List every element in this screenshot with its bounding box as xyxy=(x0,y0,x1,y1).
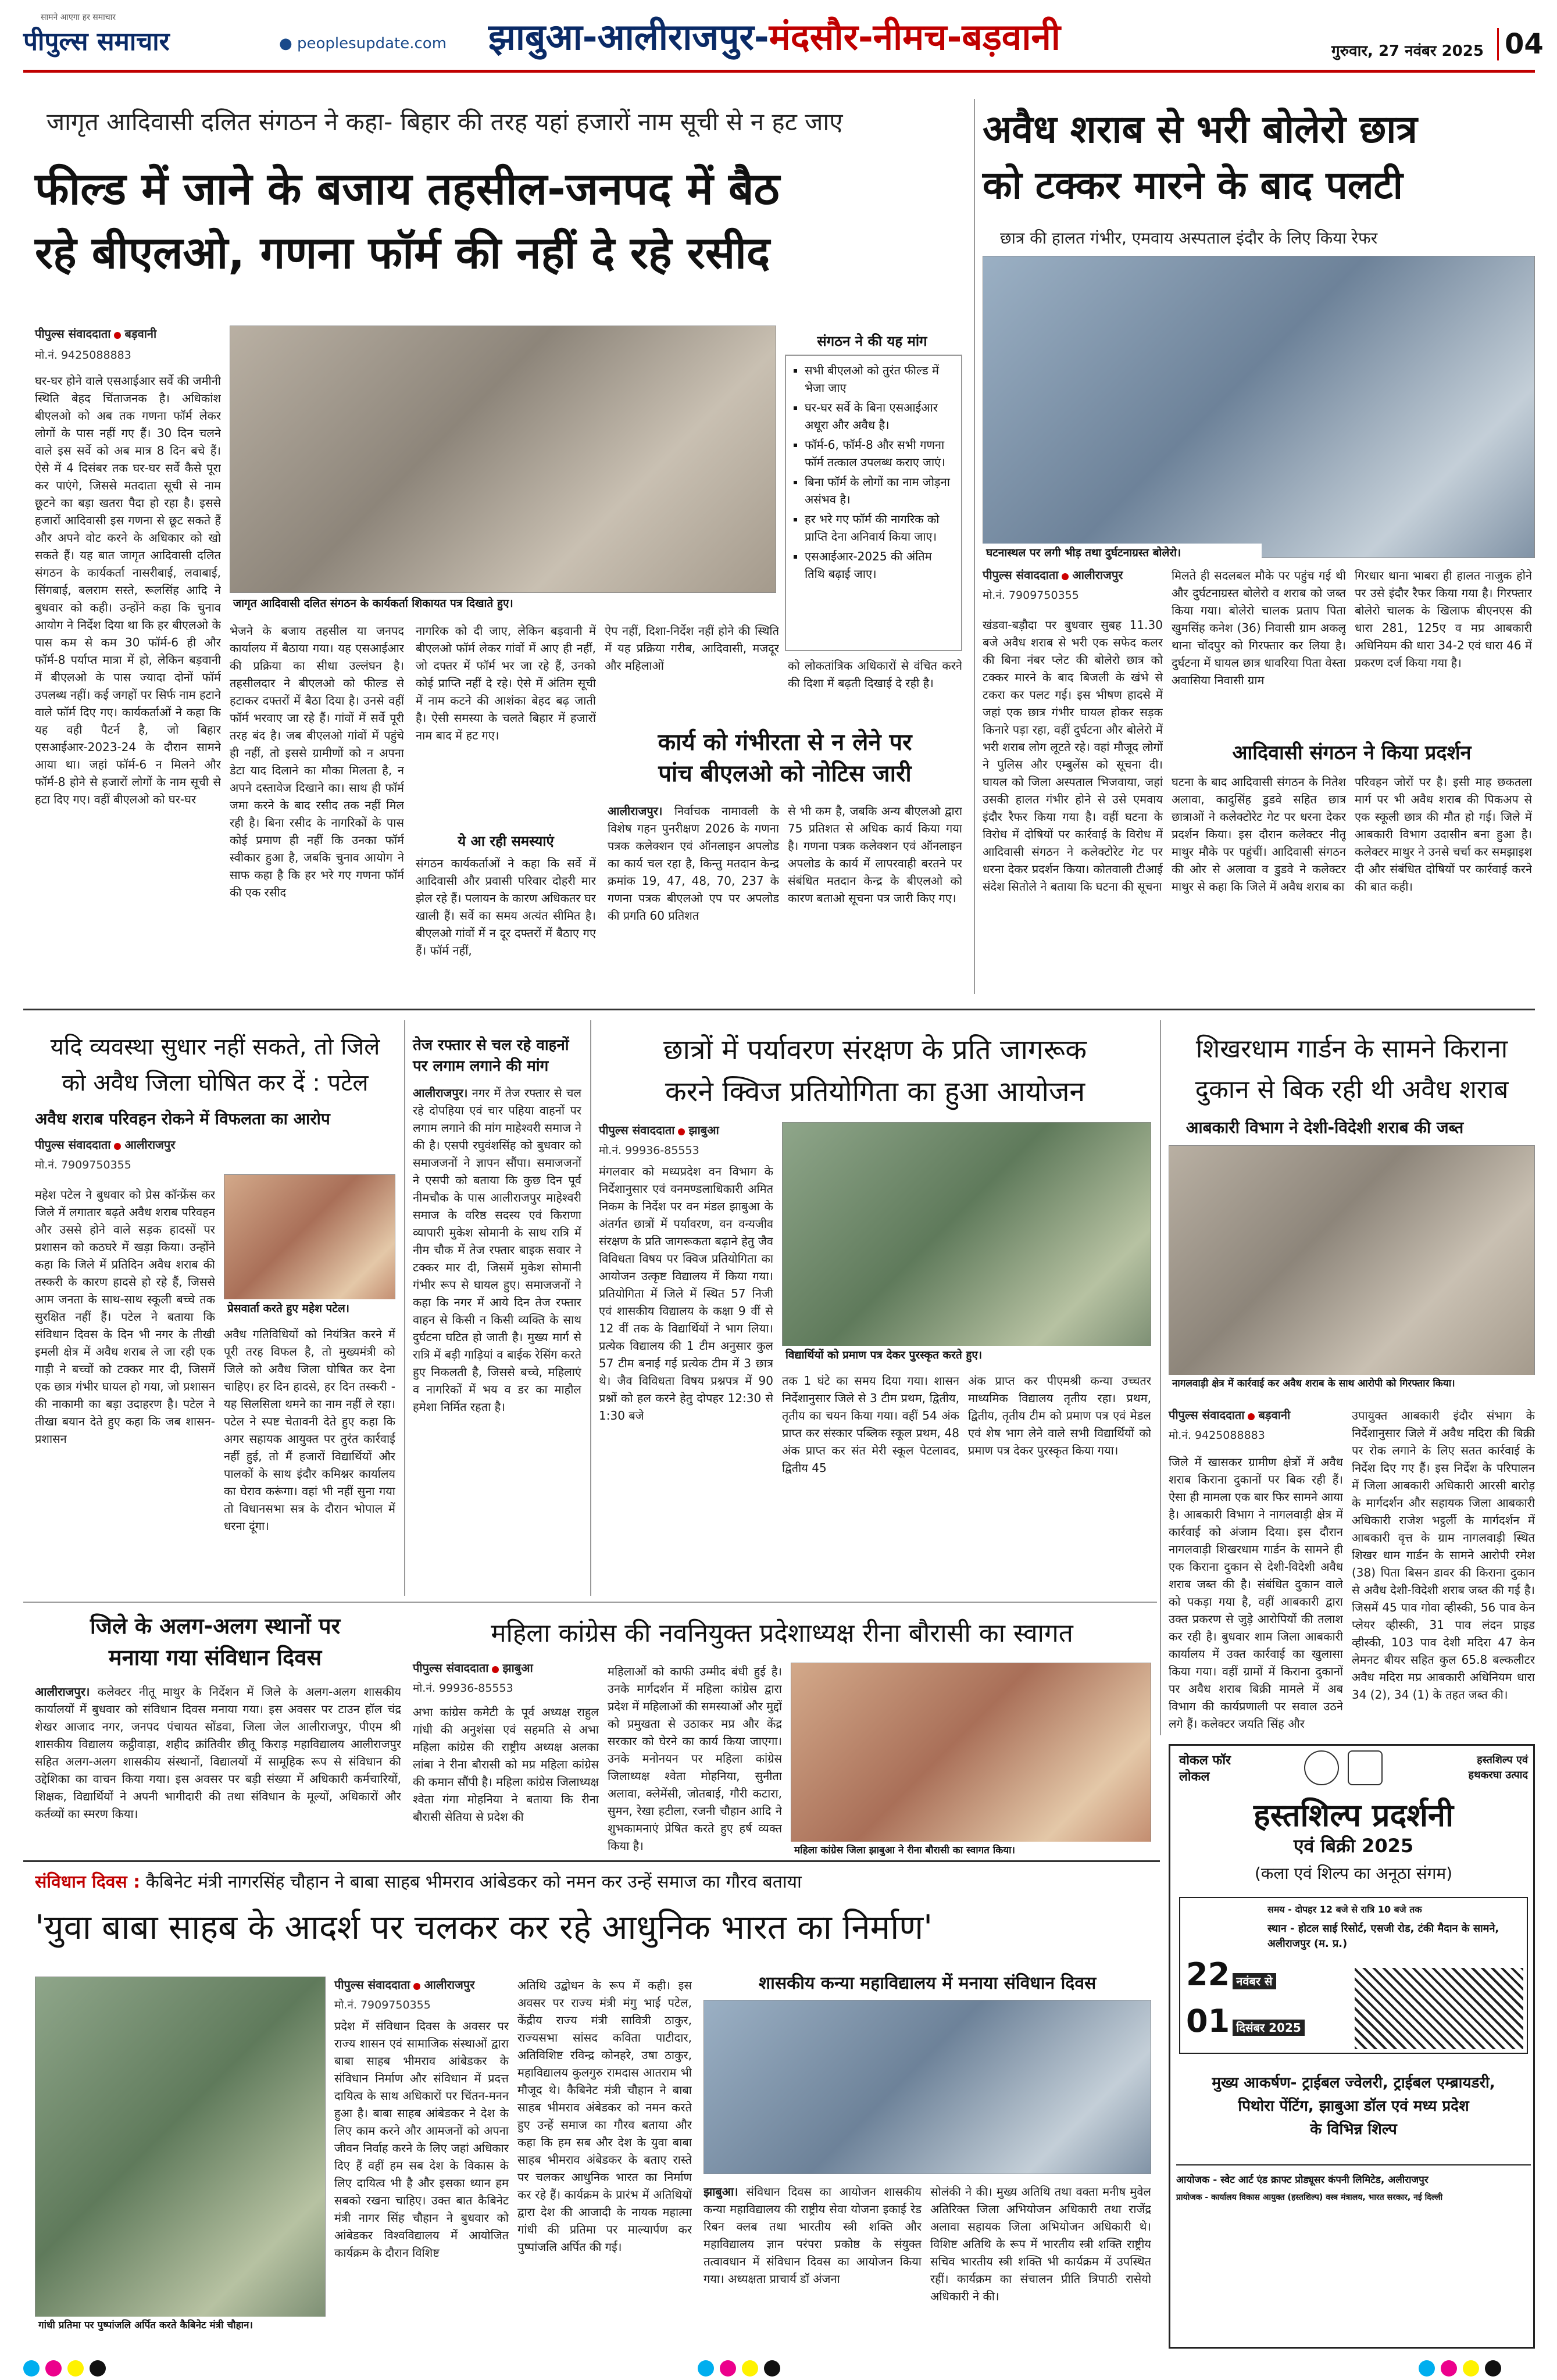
ad-artwork xyxy=(1355,1968,1523,2049)
story9-col2: महिलाओं को काफी उम्मीद बंधी हुई है। उनके मार्गदर्शन में महिला कांग्रेस द्वारा प्रदेश में महिलाओं की समस्याओं और मुद्दों को प्रमुखता से उठाकर मप्र और केंद्र सरकार को घेरने का कार्य किया जाएगा। उनके मनोनयन पर महिला कांग्रेस जिलाध्यक्ष श्वेता मोहनिया, सुनीता अलावा, क्लेमेंसी, जोतबाई, गौरी कटारा, सुमन, रेखा हटीला, रजनी चौहान आदि ने शुभकामनाएं प्रेषित करते हुए हर्ष व्यक्त किया है। xyxy=(608,1664,782,1853)
story11-col1 xyxy=(703,2183,922,2346)
cyan-mark-icon xyxy=(1419,2360,1435,2377)
magenta-mark-icon xyxy=(45,2360,62,2377)
ad-subtitle: एवं बिक्री 2025 xyxy=(1293,1835,1414,1857)
story4-byline-place: आलीराजपुर xyxy=(124,1138,176,1152)
story7-col2: उपायुक्त आबकारी इंदौर संभाग के निर्देशानुसार जिले में अवैध मदिरा की बिक्री पर रोक लगाने के लिए सतत कार्रवाई के निर्देश दिए गए हैं। इस निर्देश के परिपालन में जिला आबकारी अधिकारी आरसी बारोड़ के मार्गदर्शन और सहायक जिला आबकारी अधिकारी राजेश भट्ठर्ली के मार्गदर्शन में आबकारी वृत्त के ग्राम नागलवाड़ी स्थित शिखर धाम गार्डन के सामने आरोपी रमेश (38) पिता बिसन डावर की किराना दुकान से अवैध देशी-विदेशी शराब जब्त की गई है। जिसमें 45 पाव गोवा व्हीस्की, 56 पाव केन प्लेयर व्हीस्की, 31 पाव लंदन प्राइड व्हीस्की, 103 पाव देशी मदिरा 47 केन लेमनट बीयर सहित कुल 65.8 बल्कलीटर अवैध मदिरा मप्र आबकारी अधिनियम धारा 34 (2), 34 (1) के तहत जब्त की। xyxy=(1352,1409,1535,1702)
story10-kicker-text: कैबिनेट मंत्री नागरसिंह चौहान ने बाबा साहब भीमराव आंबेडकर को नमन कर उन्हें समाज का गौरव बताया xyxy=(145,1872,802,1892)
story6-photo xyxy=(782,1122,1151,1349)
website[interactable] xyxy=(279,35,447,52)
story11-headline: शासकीय कन्या महाविद्यालय में मनाया संविधान दिवस xyxy=(758,1973,1097,1993)
story3-col5: परिवहन जोरों पर है। इसी माह छकतला मार्ग पर भी अवैध शराब की पिकअप से एक स्कूली छात्र की मौत हो गई। जिले में आबकारी विभाग उदासीन बना हुआ है। कलेक्टर माथुर ने उनसे चर्चा कर समझाइश दी और संबंधित दोषियों पर कार्रवाई करने की बात कही। xyxy=(1355,775,1532,894)
logo-text: पीपुल्स समाचार xyxy=(23,27,170,56)
story6-byline-place: झाबुआ xyxy=(688,1123,719,1137)
story3-mobile: मो.नं. 7909750355 xyxy=(983,589,1079,602)
story7-col1: जिले में खासकर ग्रामीण क्षेत्रों में अवैध शराब किराना दुकानों पर बिक रही हैं। ऐसा ही मामला एक बार फिर सामने आया है। आबकारी विभाग ने नागलवाड़ी क्षेत्र में कार्रवाई को अंजाम दिया। इस दौरान नागलवाड़ी शिखरधाम गार्डन के सामने ही एक किराना दुकान से देशी-विदेशी अवैध शराब जब्त की है। संबंधित दुकान वाले को पकड़ा गया है, वहीं आबकारी द्वारा उक्त प्रकरण से जुड़े आरोपियों की तलाश कर रही है। बुधवार शाम जिला आबकारी कार्यालय में उक्त कार्रवाई का खुलासा किया गया। वहीं ग्रामों में किराना दुकानों पर अवैध शराब बिक्री मामले में अब विभाग की कार्यप्रणाली पर सवाल उठने लगे हैं। कलेक्टर जयति सिंह और xyxy=(1169,1455,1343,1731)
yellow-mark-icon xyxy=(742,2360,758,2377)
column-divider xyxy=(404,1020,405,1596)
ad-date-to xyxy=(1186,2003,1305,2039)
bullet-dot-icon xyxy=(678,1128,685,1135)
demand-item: ▪ घर-घर सर्वे के बिना एसआईआर अधूरा और अवैध है। xyxy=(805,399,955,434)
cyan-mark-icon xyxy=(698,2360,714,2377)
story1-byline xyxy=(35,326,221,362)
story3-headline-line2: को टक्कर मारने के बाद पलटी xyxy=(983,163,1403,208)
story6-col3: अंक प्राप्त कर पीएमश्री कन्या उच्चतर माध्यमिक विद्यालय तृतीय रहा। प्रथम, द्वितीय, तृतीय टीम को प्रमाण पत्र एवं मेडल एवं शेष भाग लेने वाले सभी विद्यार्थियों को प्रमाण पत्र देकर पुरस्कृत किया गया। xyxy=(968,1374,1151,1457)
story2-headline-line2: पांच बीएलओ को नोटिस जारी xyxy=(658,760,912,787)
demand-item: ▪ एसआईआर-2025 की अंतिम तिथि बढ़ाई जाए। xyxy=(805,548,955,583)
region-title-part1: झाबुआ-आलीराजपुर- xyxy=(488,16,769,58)
masthead xyxy=(23,12,1544,67)
column-divider xyxy=(974,99,975,994)
ad-date-from xyxy=(1186,1956,1276,1993)
story10-byline xyxy=(334,1977,509,2012)
story5-headline xyxy=(413,1035,581,1077)
ad-venue: स्थान - होटल साई रिसोर्ट, एसजी रोड, टंकी मैदान के सामने, अलीराजपुर (म. प्र.) xyxy=(1267,1922,1499,1950)
story4-sub: अवैध शराब परिवहन रोकने में विफलता का आरोप xyxy=(35,1109,330,1128)
ad-time: समय - दोपहर 12 बजे से रात्रि 10 बजे तक xyxy=(1267,1904,1422,1915)
story8-col1-text: कलेक्टर नीतू माथुर के निर्देशन में जिले के अलग-अलग शासकीय कार्यालयों में बुधवार को संविधान दिवस मनाया गया। इस अवसर पर टाउन हॉल चंद्र शेखर आजाद नगर, जनपद पंचायत सोंडवा, जिला जेल आलीराजपुर, पीएम श्री शासकीय विद्यालय कट्ठीवाड़ा, शहीद क्रांतिवीर छीतू किराड़ महाविद्यालय आलीराजपुर सहित अलग-अलग शासकीय संस्थानों, विद्यालयों में सामूहिक रूप से संविधान की उद्देशिका का वाचन किया गया। इस अवसर पर बड़ी संख्या में अधिकारी कर्मचारियों, शिक्षक, विद्यार्थियों ने अपनी भागीदारी की तथा संविधान के मूल्यों, अधिकारों और कर्तव्यों का स्मरण किया। xyxy=(35,1685,401,1821)
story2-col1-text: निर्वाचक नामावली के विशेष गहन पुनरीक्षण 2026 के गणना पत्रक कलेक्शन एवं ऑनलाइन अपलोड का कार्य चल रहा है, किन्तु मतदान केन्द्र क्रमांक 19, 47, 48, 70, 237 के गणना पत्रक बीएलओ एप पर अपलोड की प्रगति 60 प्रतिशत xyxy=(608,804,779,923)
story1-demands-list xyxy=(785,355,962,651)
yellow-mark-icon xyxy=(67,2360,84,2377)
story3-headline xyxy=(983,102,1535,213)
magenta-mark-icon xyxy=(1441,2360,1457,2377)
ad-tag-right-line1: हस्तशिल्प एवं xyxy=(1477,1754,1528,1766)
logo-tag: सामने आएगा हर समाचार xyxy=(41,13,116,22)
story3-sub: छात्र की हालत गंभीर, एमवाय अस्पताल इंदौर के लिए किया रेफर xyxy=(1000,228,1378,248)
story4-col1: महेश पटेल ने बुधवार को प्रेस कॉन्फ्रेंस कर जिले में लगातार बढ़ते अवैध शराब परिवहन और उससे होने वाले सड़क हादसों पर प्रशासन को कठघरे में खड़ा किया। उन्होंने कहा कि जिले में प्रतिदिन अवैध शराब की तस्करी के कारण हादसे हो रहे हैं, जिससे आम जनता के साथ-साथ स्कूली बच्चे तक सुरक्षित नहीं हैं। पटेल ने बताया कि संविधान दिवस के दिन भी नगर के तीखी इमली क्षेत्र में अवैध शराब ले जा रही एक गाड़ी ने बच्चों को टक्कर मार दी, जिसमें एक छात्र गंभीर घायल हो गया, जो प्रशासन की नाकामी का बड़ा उदाहरण है। पटेल ने तीखा बयान देते हुए कहा कि जब शासन-प्रशासन xyxy=(35,1188,215,1446)
ad-date-to-day: 01 xyxy=(1186,2003,1230,2039)
issue-date: गुरुवार, 27 नवंबर 2025 xyxy=(1331,42,1484,60)
story3-byline-place: आलीराजपुर xyxy=(1072,568,1123,582)
story5-headline-line2: पर लगाम लगाने की मांग xyxy=(413,1057,549,1075)
story4-photo-caption: प्रेसवार्ता करते हुए महेश पटेल। xyxy=(224,1299,395,1317)
story11-dateline: झाबुआ। xyxy=(703,2185,738,2199)
ad-title: हस्तशिल्प प्रदर्शनी xyxy=(1254,1797,1454,1834)
story4-headline xyxy=(35,1029,395,1101)
story3-byline-name: पीपुल्स संवाददाता xyxy=(983,568,1059,582)
masthead-rule xyxy=(23,70,1535,73)
demand-item: ▪ हर भरे गए फॉर्म की नागरिक को प्राप्ति देना अनिवार्य किया जाए। xyxy=(805,510,955,545)
story7-photo xyxy=(1169,1145,1535,1378)
story9-byline xyxy=(413,1660,599,1695)
story8-col1 xyxy=(35,1683,401,1857)
story3-photo-caption: घटनास्थल पर लगी भीड़ तथा दुर्घटनाग्रस्त बोलेरो। xyxy=(983,544,1262,561)
bullet-dot-icon xyxy=(114,332,121,339)
ad-logo-icon xyxy=(1348,1750,1383,1785)
demand-item: ▪ बिना फॉर्म के लोगों का नाम जोड़ना असंभव है। xyxy=(805,473,955,508)
black-mark-icon xyxy=(90,2360,106,2377)
story10-photo-caption: गांधी प्रतिमा पर पुष्पांजलि अर्पित करते कैबिनेट मंत्री चौहान। xyxy=(35,2317,326,2332)
story5-headline-line1: तेज रफ्तार से चल रहे वाहनों xyxy=(413,1037,569,1054)
story3-col4: घटना के बाद आदिवासी संगठन के नितेश अलावा, कादुसिंह डुडवे सहित छात्र छात्राओं ने कलेक्टोरेट गेट पर धरना देकर प्रदर्शन किया। इस दौरान कलेक्टर नीतू माथुर मौके पर पहुंचीं। आदिवासी संगठन की ओर से अलावा व डुडवे ने कलेक्टर माथुर से कहा कि जिले में अवैध शराब का xyxy=(1172,775,1346,894)
bullet-dot-icon xyxy=(1062,573,1069,580)
story9-byline-name: पीपुल्स संवाददाता xyxy=(413,1661,489,1675)
story4-photo xyxy=(224,1174,395,1302)
story6-byline xyxy=(599,1122,773,1157)
story3-col2: मिलते ही सदलबल मौके पर पहुंच गई थी और दुर्घटनाग्रस्त बोलेरो व शराब को जब्त किया गया। बोलेरो चालक प्रताप पिता खुमसिंह कनेश (36) निवासी ग्राम अकलू थाना चोंदपुर को गिरफ्तार कर लिया है। दुर्घटना में घायल छात्र धावरिया पिता वेस्ता अवासिया निवासी ग्राम xyxy=(1172,569,1346,687)
demand-item: ▪ फॉर्म-6, फॉर्म-8 और सभी गणना फॉर्म तत्काल उपलब्ध कराए जाएं। xyxy=(805,436,955,471)
story4-headline-line2: को अवैध जिला घोषित कर दें : पटेल xyxy=(62,1070,369,1096)
story4-mobile: मो.नं. 7909750355 xyxy=(35,1159,131,1171)
ad-tag-left-line1: वोकल फॉर xyxy=(1179,1753,1231,1768)
region-title-part2: मंदसौर-नीमच-बड़वानी xyxy=(769,16,1060,58)
story6-col2: तक 1 घंटे का समय दिया गया। शासन निर्देशानुसार जिले से 3 टीम प्रथम, द्वितीय, तृतीय का चयन किया गया। वहीं 54 अंक प्राप्त कर संस्कार पब्लिक स्कूल प्रथम, 48 अंक प्राप्त कर संत मेरी स्कूल पेटलावद, द्वितीय 45 xyxy=(782,1374,959,1475)
story1-mobile: मो.नं. 9425088883 xyxy=(35,349,131,362)
story5-col1 xyxy=(413,1084,581,1596)
story1-headline-line2: रहे बीएलओ, गणना फॉर्म की नहीं दे रहे रसीद xyxy=(35,227,770,278)
ad-emblem-icon xyxy=(1304,1750,1339,1785)
story1-col5: को लोकतांत्रिक अधिकारों से वंचित करने की दिशा में बढ़ती दिखाई दे रही है। xyxy=(788,659,962,690)
story8-headline-line1: जिले के अलग-अलग स्थानों पर xyxy=(90,1613,341,1639)
story6-headline-line1: छात्रों में पर्यावरण संरक्षण के प्रति जागरूक xyxy=(663,1034,1087,1066)
story7-photo-caption: नागलवाड़ी क्षेत्र में कार्रवाई कर अवैध शराब के साथ आरोपी को गिरफ्तार किया। xyxy=(1169,1375,1535,1391)
story2-headline-line1: कार्य को गंभीरता से न लेने पर xyxy=(658,729,912,756)
story1-col4: ऐप नहीं, दिशा-निर्देश नहीं होने की स्थिति में यह प्रक्रिया गरीब, आदिवासी, मजदूर और महिलाओं xyxy=(605,624,779,673)
bullet-dot-icon xyxy=(114,1143,121,1150)
black-mark-icon xyxy=(1485,2360,1501,2377)
story2-col1 xyxy=(608,802,779,988)
story7-byline-place: बड़वानी xyxy=(1258,1408,1291,1422)
ad-attractions-line2: पिथोरा पेंटिंग, झाबुआ डॉल एवं मध्य प्रदेश xyxy=(1238,2097,1469,2115)
section-divider xyxy=(23,1009,1535,1010)
globe-icon: ● xyxy=(279,35,292,52)
region-title xyxy=(488,12,1060,60)
ad-tag-right-line2: हथकरघा उत्पाद xyxy=(1468,1769,1528,1781)
story3-byline xyxy=(983,567,1163,602)
story1-byline-place: बड़वानी xyxy=(124,327,157,341)
story7-mobile: मो.नं. 9425088883 xyxy=(1169,1429,1265,1442)
story9-byline-place: झाबुआ xyxy=(502,1661,533,1675)
ad-organizer: आयोजक - स्वेट आर्ट एंड क्राफ्ट प्रोड्यूसर कंपनी लिमिटेड, अलीराजपुर xyxy=(1176,2174,1429,2186)
ad-tagline: (कला एवं शिल्प का अनूठा संगम) xyxy=(1255,1864,1452,1883)
story1-photo xyxy=(230,326,776,593)
ad-date-panel xyxy=(1179,1897,1528,2054)
black-mark-icon xyxy=(764,2360,780,2377)
story6-mobile: मो.नं. 99936-85553 xyxy=(599,1144,699,1157)
story11-col2: सोलंकी ने की। मुख्य अतिथि तथा वक्ता मनीष मुवेल अतिरिक्त जिला अभियोजन अधिकारी तथा राजेंद्र अलावा सहायक जिला अभियोजन अधिकारी थे। विशिष्ट अतिथि के रूप में भारतीय स्त्री शक्ति राष्ट्रीय सचिव भारतीय स्त्री शक्ति भी कार्यक्रम में उपस्थित रहीं। कार्यक्रम का संचालन प्रीति त्रिपाठी रासेयो अधिकारी ने की। xyxy=(930,2185,1151,2303)
story11-photo xyxy=(703,2000,1151,2174)
story7-sub: आबकारी विभाग ने देशी-विदेशी शराब की जब्त xyxy=(1186,1118,1464,1137)
story8-headline xyxy=(35,1610,395,1673)
story4-headline-line1: यदि व्यवस्था सुधार नहीं सकते, तो जिले xyxy=(50,1034,380,1060)
column-divider xyxy=(590,1020,591,1596)
story1-byline-name: पीपुल्स संवाददाता xyxy=(35,327,111,341)
registration-marks-right xyxy=(1419,2360,1501,2377)
story11-col1-text: संविधान दिवस का आयोजन शासकीय कन्या महाविद्यालय की राष्ट्रीय सेवा योजना इकाई रेड रिबन क्लब तथा भारतीय स्त्री शक्ति और महाविद्यालय ज्ञान परंपरा प्रकोष्ठ के संयुक्त तत्वावधान में संविधान दिवस का आयोजन किया गया। अध्यक्षता प्राचार्य डॉ अंजना xyxy=(703,2185,922,2286)
story1-headline xyxy=(35,157,965,285)
registration-marks-left xyxy=(23,2360,106,2377)
story1-demands-title: संगठन ने की यह मांग xyxy=(817,333,927,349)
story4-byline xyxy=(35,1137,215,1172)
story1-col1: घर-घर होने वाले एसआईआर सर्वे की जमीनी स्थिति बेहद चिंताजनक है। अधिकांश बीएलओ को अब तक गणना फॉर्म लेकर लोगों के पास नहीं गए हैं। 30 दिन चलने वाले इस सर्वे को अब मात्र 8 दिन बचे हैं। ऐसे में 4 दिसंबर तक घर-घर सर्वे कैसे पूरा कर पाएंगे, जिससे मतदाता सूची से नाम छूटने का बड़ा खतरा पैदा हो रहा है। इससे हजारों आदिवासी इस गणना से छूट सकते हैं और अपने वोट करने के अधिकार को खो सकते हैं। यह बात जागृत आदिवासी दलित संगठन के कार्यकर्ता नासरीबाई, लवाबाई, सिंगबाई, बलराम सस्ते, रूलसिंह आदि ने बुधवार को कही। उन्होंने कहा कि चुनाव आयोग ने निर्देश दिया था कि हर बीएलओ के पास कम से कम 30 फॉर्म-6 ही और फॉर्म-8 पर्याप्त मात्रा में हो, लेकिन बड़वानी में बीएलओ के पास ज्यादा दोनों फॉर्म उपलब्ध नहीं। कई जगहों पर सिर्फ नाम हटाने वाले फॉर्म दिए गए। कार्यकर्ताओं ने कहा कि यह वही पैटर्न है, जो बिहार एसआईआर-2023-24 के दौरान सामने आया था। जहां फॉर्म-6 न मिलने और फॉर्म-8 होने से हजारों लोगों के नाम सूची से हटा दिए गए। वहीं बीएलओ को घर-घर xyxy=(35,374,221,806)
bullet-dot-icon xyxy=(413,1983,420,1990)
story9-photo-caption: महिला कांग्रेस जिला झाबुआ ने रीना बौरासी का स्वागत किया। xyxy=(791,1842,1151,1857)
story10-byline-place: आलीराजपुर xyxy=(424,1978,475,1992)
story10-kicker-label: संविधान दिवस : xyxy=(35,1872,141,1892)
story8-dateline: आलीराजपुर। xyxy=(35,1685,90,1699)
story9-headline: महिला कांग्रेस की नवनियुक्त प्रदेशाध्यक्ष रीना बौरासी का स्वागत xyxy=(491,1618,1073,1648)
story1-col3b: संगठन कार्यकर्ताओं ने कहा कि सर्वे में आदिवासी और प्रवासी परिवार दोहरी मार झेल रहे हैं। पलायन के कारण अधिकतर घर खाली हैं। सर्वे का समय अत्यंत सीमित है। बीएलओ गांवों में न दूर दफ्तरों में बैठाए गए हैं। फॉर्म नहीं, xyxy=(416,856,596,957)
story7-headline-line1: शिखरधाम गार्डन के सामने किराना xyxy=(1195,1034,1508,1064)
section-divider xyxy=(23,1860,1160,1862)
story1-kicker: जागृत आदिवासी दलित संगठन ने कहा- बिहार की तरह यहां हजारों नाम सूची से न हट जाए xyxy=(47,108,843,136)
page-number: 04 xyxy=(1497,28,1544,60)
story4-col2: अवैध गतिविधियों को नियंत्रित करने में पूरी तरह विफल है, तो मुख्यमंत्री को जिले को अवैध जिला घोषित कर देना चाहिए। हर दिन हादसे, हर दिन तस्करी - यह सिलसिला थमने का नाम नहीं ले रहा। पटेल ने स्पष्ट चेतावनी देते हुए कहा कि अगर सहायक आयुक्त पर तुरंत कार्रवाई नहीं हुई, तो मैं हजारों विद्यार्थियों और पालकों के साथ इंदौर कमिश्नर कार्यालय का घेराव करूंगा। वहां भी नहीं सुना गया तो विधानसभा सत्र के दौरान भोपाल में धरना दूंगा। xyxy=(224,1327,395,1533)
story4-byline-name: पीपुल्स संवाददाता xyxy=(35,1138,111,1152)
story6-headline xyxy=(599,1029,1151,1113)
bullet-dot-icon xyxy=(492,1666,499,1673)
ad-tag-left xyxy=(1179,1753,1231,1785)
story3-col3: गिरधार थाना भाबरा ही हालत नाजुक होने पर उसे इंदौर रैफर किया गया है। गिरफ्तार बोलेरो चालक के खिलाफ बीएनएस की धारा 281, 125ए व मप्र आबकारी अधिनियम की धारा 34-2 एवं धारा 46 में प्रकरण दर्ज किया गया है। xyxy=(1355,569,1532,670)
ad-date-to-month: दिसंबर 2025 xyxy=(1233,2020,1305,2036)
story3-subhead: आदिवासी संगठन ने किया प्रदर्शन xyxy=(1232,741,1472,764)
ad-sponsor: प्रायोजक - कार्यालय विकास आयुक्त (हस्तशिल्प) वस्त्र मंत्रालय, भारत सरकार, नई दिल्ली xyxy=(1176,2193,1443,2202)
story9-mobile: मो.नं. 99936-85553 xyxy=(413,1682,513,1695)
registration-marks-center xyxy=(698,2360,780,2377)
story2-headline xyxy=(608,727,962,789)
story1-col3: नागरिक को दी जाए, लेकिन बड़वानी में बीएलओ फॉर्म लेकर गांवों में आए ही नहीं, जो दफ्तर में फॉर्म भर जा रहे हैं, उनको कोई प्राप्ति नहीं दे रहे। ऐसे में अंतिम सूची में नाम कटने की आशंका बेहद बढ़ जाती है। ऐसी समस्या के चलते बिहार में हजारों नाम बाद में हट गए। xyxy=(416,624,596,742)
story6-photo-caption: विद्यार्थियों को प्रमाण पत्र देकर पुरस्कृत करते हुए। xyxy=(782,1346,1151,1363)
cyan-mark-icon xyxy=(23,2360,40,2377)
website-text: peoplesupdate.com xyxy=(297,35,447,52)
story7-headline xyxy=(1169,1029,1535,1110)
story10-kicker xyxy=(35,1869,1151,1893)
story6-col1: मंगलवार को मध्यप्रदेश वन विभाग के निर्देशानुसार एवं वनमण्डलाधिकारी अमित निकम के निर्देश पर वन मंडल झाबुआ के अंतर्गत छात्रों में पर्यावरण, वन वन्यजीव संरक्षण के प्रति जागरूकता बढ़ाने हेतु जैव विविधता विषय पर क्विज प्रतियोगिता का आयोजन उत्कृष्ट विद्यालय में किया गया। प्रतियोगिता में जिले में स्थित 57 निजी एवं शासकीय विद्यालय के कक्षा 9 वीं से 12 वीं तक के विद्यार्थियों ने भाग लिया। प्रत्येक विद्यालय की 1 टीम अनुसार कुल 57 टीम बनाई गई प्रत्येक टीम में 3 छात्र थे। जैव विविधता विषय प्रश्नपत्र में 90 प्रश्नों को हल करने हेतु दोपहर 12:30 से 1:30 बजे xyxy=(599,1164,773,1423)
story8-headline-line2: मनाया गया संविधान दिवस xyxy=(108,1645,322,1670)
ad-tag-right xyxy=(1415,1753,1528,1783)
story1-photo-caption: जागृत आदिवासी दलित संगठन के कार्यकर्ता शिकायत पत्र दिखाते हुए। xyxy=(230,594,776,612)
ad-footer xyxy=(1176,2164,1531,2206)
story3-col1: खंडवा-बड़ौदा पर बुधवार सुबह 11.30 बजे अवैध शराब से भरी एक सफेद कलर की बिना नंबर प्लेट की बोलेरो छात्र को टक्कर मारने के बाद बिजली के खंभे से टकरा कर पलट गई। इस भीषण हादसे में जहां एक छात्र गंभीर घायल होकर सड़क किनारे पड़ा रहा, वहीं दुर्घटना और बोलेरो में भरी शराब लोग लूटते रहे। वहां मौजूद लोगों ने पुलिस और एम्बुलेंस को सूचना दी। घायल को जिला अस्पताल भिजवाया, जहां उसकी हालत गंभीर होने से उसे एमवाय इंदौर रैफर किया गया है। वहीं घटना के विरोध में दोषियों पर कार्रवाई के विरोध में आदिवासी संगठन ने कलेक्टोरेट गेट पर धरना देकर प्रदर्शन किया। कोतवाली टीआई संदेश सितोले ने बताया कि घटना की सूचना xyxy=(983,618,1163,894)
story7-byline xyxy=(1169,1407,1343,1442)
story5-col1-text: नगर में तेज रफ्तार से चल रहे दोपहिया एवं चार पहिया वाहनों पर लगाम लगाने की मांग माहेश्वरी समाज ने की है। एसपी रघुवंशसिंह को बुधवार को समाजजनों ने ज्ञापन सौंपा। समाजजनों ने एसपी को बताया कि कुछ दिन पूर्व नीमचौक के पास आलीराजपुर माहेश्वरी समाज के वरिष्ठ सदस्य एवं किराणा व्यापारी मुकेश सोमानी के साथ रात्रि में नीम चौक में तेज रफ्तार बाइक सवार ने टक्कर मार दी, जिसमें मुकेश सोमानी गंभीर रूप से घायल हुए। समाजजनों ने कहा कि नगर में आये दिन तेज रफ्तार वाहन से किसी न किसी व्यक्ति के साथ दुर्घटना घटित हो जाती है। मुख्य मार्ग से रात्रि में बड़ी गाड़ियां व बाईक रेसिंग करते हुए निकलती है, जिससे बच्चे, महिलाएं व नागरिकों में भय व डर का माहौल हमेशा निर्मित रहता है। xyxy=(413,1086,581,1414)
story10-col2: अतिथि उद्बोधन के रूप में कही। इस अवसर पर राज्य मंत्री मंगु भाई पटेल, केंद्रीय राज्य मंत्री सावित्री ठाकुर, राज्यसभा सांसद कविता पाटीदार, अतिविशिष्ट रविन्द्र कोनहरे, उषा ठाकुर, महाविद्यालय कुलगुरु रामदास आतराम भी मौजूद थे। कैबिनेट मंत्री चौहान ने बाबा साहब भीमराव अंबेडकर को नमन करते हुए उन्हें समाज का गौरव बताया और कहा कि हम सब और देश के युवा बाबा साहब भीमराव अंबेडकर के बताए रास्ते पर चलकर आधुनिक भारत का निर्माण कर रहे हैं। कार्यक्रम के प्रारंभ में अतिथियों द्वारा देश की आजादी के नायक महात्मा गांधी की प्रतिमा पर माल्यार्पण कर पुष्पांजलि अर्पित की गई। xyxy=(517,1978,692,2254)
section-divider xyxy=(407,1602,1157,1603)
ad-tag-left-line2: लोकल xyxy=(1179,1770,1210,1784)
column-divider xyxy=(1160,1020,1161,1735)
story3-headline-line1: अवैध शराब से भरी बोलेरो छात्र xyxy=(983,107,1417,152)
story6-byline-name: पीपुल्स संवाददाता xyxy=(599,1123,675,1137)
ad-attractions-line3: के विभिन्न शिल्प xyxy=(1310,2121,1397,2138)
logo xyxy=(23,12,267,64)
story7-headline-line2: दुकान से बिक रही थी अवैध शराब xyxy=(1195,1075,1509,1105)
ad-attractions xyxy=(1176,2071,1531,2141)
story7-byline-name: पीपुल्स संवाददाता xyxy=(1169,1408,1245,1422)
handicraft-ad[interactable] xyxy=(1169,1744,1535,2349)
story10-col1: प्रदेश में संविधान दिवस के अवसर पर राज्य शासन एवं सामाजिक संस्थाओं द्वारा बाबा साहब भीमराव आंबेडकर के संविधान निर्माण और संविधान में प्रदत्त दायित्व के साथ अधिकारों पर चिंतन-मनन हुआ है। बाबा साहब आंबेडकर ने देश के लिए काम करने और आमजनों को अपना जीवन निर्वाह करने के लिए जहां अधिकार दिए हैं वहीं हम सब देश के विकास के लिए दायित्व भी है और इसका ध्यान हम सबको रखना चाहिए। उक्त बात कैबिनेट मंत्री नागर सिंह चौहान ने बुधवार को आंबेडकर विश्वविद्यालय में आयोजित कार्यक्रम के दौरान विशिष्ट xyxy=(334,2019,509,2260)
demand-item: ▪ सभी बीएलओ को तुरंत फील्ड में भेजा जाए xyxy=(805,362,955,396)
story2-col2: से भी कम है, जबकि अन्य बीएलओ द्वारा 75 प्रतिशत से अधिक कार्य किया गया है। गणना पत्रक कलेक्शन एवं ऑनलाइन अपलोड के कार्य में लापरवाही बरतने पर संबंधित मतदान केन्द्र के बीएलओ को कारण बताओ सूचना पत्र जारी किए गए। xyxy=(788,804,962,905)
story2-dateline: आलीराजपुर। xyxy=(608,804,663,818)
story5-dateline: आलीराजपुर। xyxy=(413,1086,468,1100)
ad-attractions-line1: मुख्य आकर्षण- ट्राईबल ज्वेलरी, ट्राईबल एम्ब्रायडरी, xyxy=(1212,2074,1495,2092)
story6-headline-line2: करने क्विज प्रतियोगिता का हुआ आयोजन xyxy=(665,1075,1085,1108)
story9-photo xyxy=(791,1663,1151,1843)
ad-date-from-day: 22 xyxy=(1186,1956,1230,1993)
story9-col1: अभा कांग्रेस कमेटी के पूर्व अध्यक्ष राहुल गांधी की अनुशंसा एवं सहमति से अभा महिला कांग्रेस की राष्ट्रीय अध्यक्ष अलका लांबा ने रीना बौरासी को मप्र महिला कांग्रेस की कमान सौंपी है। महिला कांग्रेस जिलाध्यक्ष श्वेता गंगा मोहनिया ने बताया कि रीना बौरासी सेतिया से प्रदेश की xyxy=(413,1705,599,1824)
bullet-dot-icon xyxy=(1248,1413,1255,1420)
story1-headline-line1: फील्ड में जाने के बजाय तहसील-जनपद में बैठ xyxy=(35,163,780,215)
story10-mobile: मो.नं. 7909750355 xyxy=(334,1999,431,2011)
story10-headline: 'युवा बाबा साहब के आदर्श पर चलकर कर रहे आधुनिक भारत का निर्माण' xyxy=(35,1907,933,1947)
story3-photo xyxy=(983,256,1535,558)
story1-subhead: ये आ रही समस्याएं xyxy=(458,833,554,849)
yellow-mark-icon xyxy=(1463,2360,1479,2377)
story1-col2: भेजने के बजाय तहसील या जनपद कार्यालय में बैठाया गया। यह एसआईआर की प्रक्रिया का सीधा उल्लंघन है। तहसीलदार ने बीएलओ को फील्ड से हटाकर दफ्तरों में बैठा दिया है। उनसे वहीं फॉर्म भरवाए जा रहे हैं। गांवों में सर्वे पूरी तरह बंद है। जब बीएलओ गांवों में पहुंचे ही नहीं, तो इससे ग्रामीणों को न अपना डेटा याद दिलाने का मौका मिलता है, न अपने दस्तावेज दिखाने का। साथ ही फॉर्म जमा करने के बाद रसीद तक नहीं मिल रही है। बिना रसीद के नागरिकों के पास कोई प्रमाण ही नहीं कि उनका फॉर्म स्वीकार हुआ है, जबकि चुनाव आयोग ने साफ कहा है कि हर भरे गए गणना फॉर्म की एक रसीद xyxy=(230,624,404,899)
story10-byline-name: पीपुल्स संवाददाता xyxy=(334,1978,410,1992)
magenta-mark-icon xyxy=(720,2360,736,2377)
ad-date-from-month: नवंबर से xyxy=(1233,1973,1276,1989)
story10-photo xyxy=(35,1977,326,2320)
